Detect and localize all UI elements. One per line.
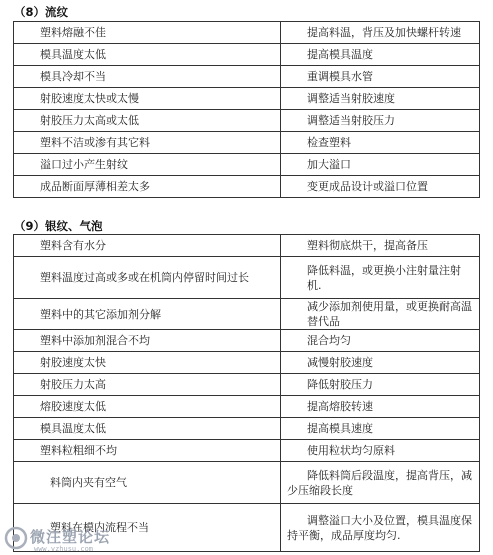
fix-cell bbox=[281, 462, 480, 504]
cause-cell: 料筒内夹有空气 bbox=[14, 462, 281, 504]
cause-cell: 射胶速度太快 bbox=[14, 352, 281, 374]
table-row bbox=[14, 418, 480, 440]
fix-cell: 调整适当射胶速度 bbox=[281, 88, 480, 110]
fix-cell: 提高模具温度 bbox=[281, 44, 480, 66]
watermark-url: www.vzhusu.com bbox=[34, 545, 94, 553]
watermark bbox=[0, 518, 150, 555]
table-row bbox=[14, 462, 480, 504]
fix-cell: 提高模具速度 bbox=[281, 418, 480, 440]
fix-text: 降低料筒后段温度，提高背压，减少压缩段长度 bbox=[287, 468, 472, 497]
table-row bbox=[14, 374, 480, 396]
cause-cell: 射胶压力太高 bbox=[14, 374, 281, 396]
cause-cell: 塑料中添加剂混合不均 bbox=[14, 330, 281, 352]
forum-logo-icon bbox=[4, 526, 28, 550]
cause-cell: 塑料不洁或渗有其它料 bbox=[14, 132, 281, 154]
section-title-flow-marks: （8）流纹 bbox=[14, 5, 69, 19]
fix-cell: 降低料温，或更换小注射量注射机. bbox=[281, 257, 480, 299]
table-row bbox=[14, 66, 480, 88]
cause-cell: 模具温度太低 bbox=[14, 418, 281, 440]
cause-cell: 塑料粒粗细不均 bbox=[14, 440, 281, 462]
table-row bbox=[14, 44, 480, 66]
table-row bbox=[14, 299, 480, 330]
fix-cell bbox=[281, 504, 480, 552]
table-row bbox=[14, 440, 480, 462]
table-row bbox=[14, 257, 480, 299]
fix-cell: 使用粒状均匀原料 bbox=[281, 440, 480, 462]
fix-cell: 混合均匀 bbox=[281, 330, 480, 352]
fix-cell: 变更成品设计或溢口位置 bbox=[281, 176, 480, 198]
fix-cell: 提高熔胶转速 bbox=[281, 396, 480, 418]
cause-cell: 溢口过小产生射纹 bbox=[14, 154, 281, 176]
cause-cell: 塑料含有水分 bbox=[14, 235, 281, 257]
cause-cell: 塑料在模内流程不当 bbox=[14, 504, 281, 552]
flow-marks-table bbox=[13, 21, 480, 198]
fix-cell: 减少添加剂使用量，或更换耐高温替代品 bbox=[281, 299, 480, 330]
table-row bbox=[14, 330, 480, 352]
silver-streaks-table bbox=[13, 234, 480, 552]
cause-text: 塑料温度过高或多或在机筒内停留时间过长 bbox=[40, 271, 249, 284]
table-row bbox=[14, 110, 480, 132]
section-title-silver-streaks: （9）银纹、气泡 bbox=[14, 219, 103, 233]
cause-cell: 熔胶速度太低 bbox=[14, 396, 281, 418]
cause-cell: 射胶压力太高或太低 bbox=[14, 110, 281, 132]
cause-cell bbox=[14, 257, 281, 299]
table-row bbox=[14, 88, 480, 110]
table-row bbox=[14, 352, 480, 374]
fix-text: 调整溢口大小及位置，模具温度保持平衡，成品厚度均匀. bbox=[287, 513, 472, 542]
cause-cell: 塑料中的其它添加剂分解 bbox=[14, 299, 281, 330]
cause-cell: 模具温度太低 bbox=[14, 44, 281, 66]
watermark-text: 微注塑论坛 bbox=[30, 528, 111, 546]
table-row bbox=[14, 176, 480, 198]
fix-cell: 提高料温，背压及加快螺杆转速 bbox=[281, 22, 480, 44]
fix-cell: 塑料彻底烘干，提高备压 bbox=[281, 235, 480, 257]
fix-cell: 减慢射胶速度 bbox=[281, 352, 480, 374]
fix-cell: 加大溢口 bbox=[281, 154, 480, 176]
table-row bbox=[14, 22, 480, 44]
cause-cell: 塑料熔融不佳 bbox=[14, 22, 281, 44]
cause-cell: 成品断面厚薄相差太多 bbox=[14, 176, 281, 198]
fix-cell: 重调模具水管 bbox=[281, 66, 480, 88]
cause-cell: 模具冷却不当 bbox=[14, 66, 281, 88]
fix-cell: 降低射胶压力 bbox=[281, 374, 480, 396]
fix-cell: 调整适当射胶压力 bbox=[281, 110, 480, 132]
table-row bbox=[14, 154, 480, 176]
table-row bbox=[14, 235, 480, 257]
table-row bbox=[14, 132, 480, 154]
cause-cell: 射胶速度太快或太慢 bbox=[14, 88, 281, 110]
table-row bbox=[14, 396, 480, 418]
fix-cell: 检查塑料 bbox=[281, 132, 480, 154]
